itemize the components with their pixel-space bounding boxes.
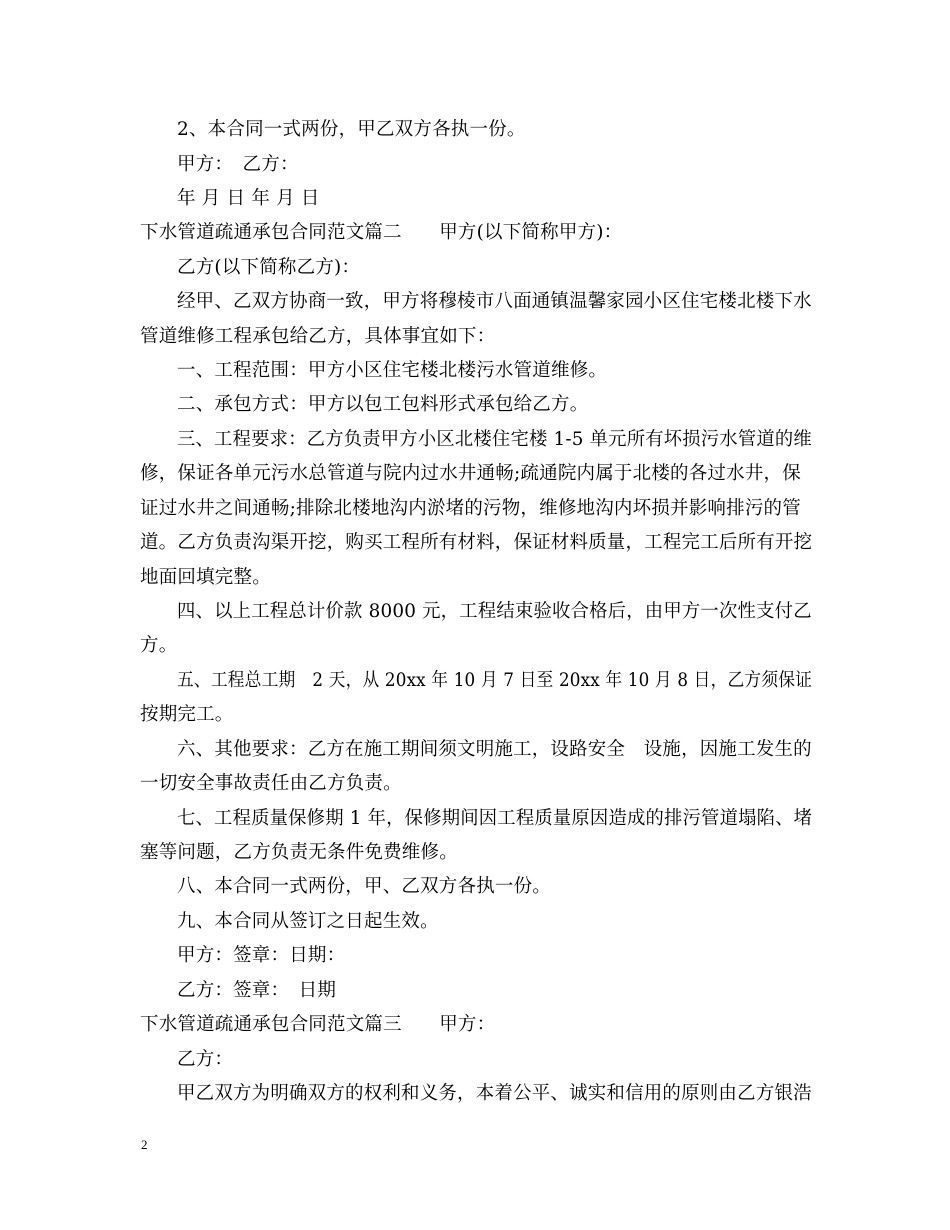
text-line: 七、工程质量保修期 1 年，保修期间因工程质量原因造成的排污管道塌陷、堵 [177,808,813,829]
text-line: 甲方： 乙方： [177,154,299,175]
text-line: 二、承包方式：甲方以包工包料形式承包给乙方。 [177,394,589,415]
text-line: 乙方： [177,1049,234,1070]
text-line: 九、本合同从签订之日起生效。 [177,911,439,932]
text-line: 八、本合同一式两份，甲、乙双方各执一份。 [177,876,552,897]
text-line: 塞等问题，乙方负责无条件免费维修。 [140,842,458,863]
text-line: 按期完工。 [140,704,234,725]
text-line: 道。乙方负责沟渠开挖，购买工程所有材料，保证材料质量，工程完工后所有开挖 [140,532,813,553]
text-line: 证过水井之间通畅;排除北楼地沟内淤堵的污物，维修地沟内坏损并影响排污的管 [140,498,801,519]
text-line: 经甲、乙双方协商一致，甲方将穆棱市八面通镇温馨家园小区住宅楼北楼下水 [177,291,812,312]
text-line: 乙方(以下简称乙方)： [177,257,361,278]
page-number: 2 [141,1137,148,1152]
text-line: 一切安全事故责任由乙方负责。 [140,773,402,794]
text-line: 修，保证各单元污水总管道与院内过水井通畅;疏通院内属于北楼的各过水井，保 [140,463,801,484]
section-heading: 下水管道疏通承包合同范文篇二 甲方(以下简称甲方)： [140,222,623,243]
text-line: 甲乙双方为明确双方的权利和义务，本着公平、诚实和信用的原则由乙方银浩 [177,1083,812,1104]
text-line: 一、工程范围：甲方小区住宅楼北楼污水管道维修。 [177,360,608,381]
text-line: 乙方：签章： 日期 [177,980,337,1001]
text-line: 2、本合同一式两份，甲乙双方各执一份。 [177,119,526,140]
text-line: 地面回填完整。 [140,567,271,588]
text-line: 管道维修工程承包给乙方，具体事宜如下： [140,326,496,347]
text-line: 年 月 日 年 月 日 [177,188,320,209]
text-line: 四、以上工程总计价款 8000 元，工程结束验收合格后，由甲方一次性支付乙 [177,601,812,622]
text-line: 三、工程要求：乙方负责甲方小区北楼住宅楼 1-5 单元所有坏损污水管道的维 [177,429,812,450]
text-line: 六、其他要求：乙方在施工期间须文明施工，设路安全 设施，因施工发生的 [177,739,812,760]
section-heading: 下水管道疏通承包合同范文篇三 甲方： [140,1014,496,1035]
text-line: 五、工程总工期 2 天，从 20xx 年 10 月 7 日至 20xx 年 10 月 8 日，乙方须保证 [177,670,813,691]
text-line: 甲方：签章：日期： [177,945,346,966]
text-line: 方。 [140,635,178,656]
